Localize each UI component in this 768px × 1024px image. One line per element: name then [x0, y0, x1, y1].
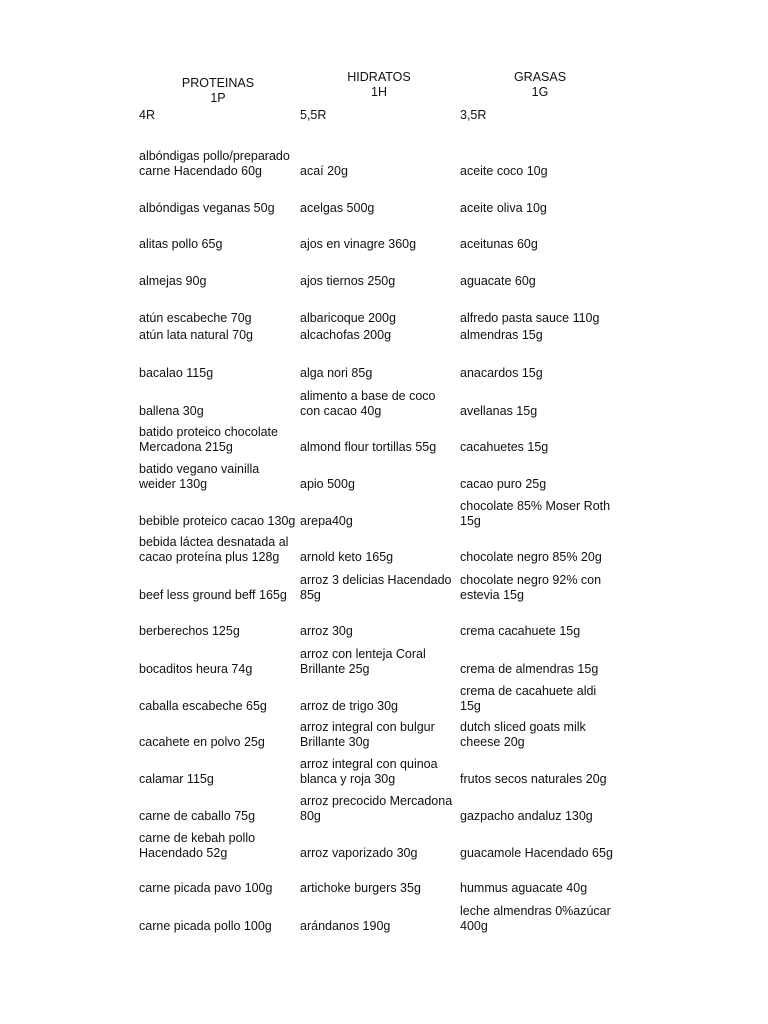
header-grasas [490, 70, 590, 100]
fat-cell: aguacate 60g [460, 274, 536, 288]
protein-cell: albóndigas pollo/preparado carne Hacendado 60g [139, 149, 290, 178]
header-hidratos [329, 70, 429, 100]
carb-cell: ajos en vinagre 360g [300, 237, 417, 251]
fat-cell: almendras 15g [460, 328, 543, 342]
fat-cell: anacardos 15g [460, 366, 543, 380]
protein-cell: almejas 90g [139, 274, 207, 288]
fat-cell: cacao puro 25g [460, 477, 547, 491]
carb-cell: alcachofas 200g [300, 328, 392, 342]
protein-cell: berberechos 125g [139, 624, 240, 638]
carb-cell: arroz vaporizado 30g [300, 846, 418, 860]
protein-cell: carne picada pavo 100g [139, 881, 273, 895]
carb-cell: apio 500g [300, 477, 355, 491]
carb-cell: arroz precocido Mercadona 80g [300, 794, 453, 823]
fat-cell: chocolate 85% Moser Roth 15g [460, 499, 611, 528]
carb-cell: albaricoque 200g [300, 311, 396, 325]
protein-cell: batido vegano vainilla weider 130g [139, 462, 260, 491]
protein-cell: atún escabeche 70g [139, 311, 252, 325]
carb-cell: arroz de trigo 30g [300, 699, 398, 713]
protein-cell: bocaditos heura 74g [139, 662, 253, 676]
ratio-proteinas: 4R [139, 108, 155, 122]
fat-cell: gazpacho andaluz 130g [460, 809, 593, 823]
protein-cell: ballena 30g [139, 404, 204, 418]
carb-cell: arnold keto 165g [300, 550, 394, 564]
fat-cell: aceite oliva 10g [460, 201, 547, 215]
protein-cell: carne de kebah pollo Hacendado 52g [139, 831, 256, 860]
header-hidratos-unit: 1H [371, 85, 387, 99]
carb-cell: arándanos 190g [300, 919, 391, 933]
protein-cell: caballa escabeche 65g [139, 699, 267, 713]
protein-cell: atún lata natural 70g [139, 328, 253, 342]
fat-cell: chocolate negro 92% con estevia 15g [460, 573, 602, 602]
fat-cell: chocolate negro 85% 20g [460, 550, 602, 564]
fat-cell: leche almendras 0%azúcar 400g [460, 904, 611, 933]
fat-cell: alfredo pasta sauce 110g [460, 311, 600, 325]
protein-cell: cacahete en polvo 25g [139, 735, 265, 749]
fat-cell: hummus aguacate 40g [460, 881, 588, 895]
fat-cell: frutos secos naturales 20g [460, 772, 607, 786]
carb-cell: ajos tiernos 250g [300, 274, 396, 288]
carb-cell: almond flour tortillas 55g [300, 440, 437, 454]
carb-cell: acelgas 500g [300, 201, 375, 215]
fat-cell: dutch sliced goats milk cheese 20g [460, 720, 586, 749]
carb-cell: alimento a base de coco con cacao 40g [300, 389, 436, 418]
carb-cell: arepa40g [300, 514, 353, 528]
header-proteinas [168, 76, 268, 106]
carb-cell: artichoke burgers 35g [300, 881, 421, 895]
fat-cell: guacamole Hacendado 65g [460, 846, 613, 860]
carb-cell: alga nori 85g [300, 366, 373, 380]
carb-cell: arroz 3 delicias Hacendado 85g [300, 573, 452, 602]
protein-cell: calamar 115g [139, 772, 214, 786]
protein-cell: beef less ground beff 165g [139, 588, 287, 602]
protein-cell: bacalao 115g [139, 366, 214, 380]
ratio-grasas: 3,5R [460, 108, 487, 122]
ratio-hidratos: 5,5R [300, 108, 327, 122]
carb-cell: arroz con lenteja Coral Brillante 25g [300, 647, 426, 676]
header-hidratos-name: HIDRATOS [347, 70, 411, 84]
protein-cell: bebida láctea desnatada al cacao proteína plus 128g [139, 535, 289, 564]
protein-cell: alitas pollo 65g [139, 237, 223, 251]
fat-cell: crema de cacahuete aldi 15g [460, 684, 597, 713]
carb-cell: acaí 20g [300, 164, 348, 178]
carb-cell: arroz 30g [300, 624, 353, 638]
protein-cell: bebible proteico cacao 130g [139, 514, 296, 528]
header-proteinas-unit: 1P [210, 91, 226, 105]
fat-cell: aceitunas 60g [460, 237, 538, 251]
header-grasas-unit: 1G [531, 85, 549, 99]
protein-cell: carne de caballo 75g [139, 809, 256, 823]
header-grasas-name: GRASAS [513, 70, 567, 84]
fat-cell: crema de almendras 15g [460, 662, 599, 676]
protein-cell: albóndigas veganas 50g [139, 201, 275, 215]
header-proteinas-name: PROTEINAS [181, 76, 255, 90]
protein-cell: batido proteico chocolate Mercadona 215g [139, 425, 278, 454]
fat-cell: avellanas 15g [460, 404, 538, 418]
carb-cell: arroz integral con bulgur Brillante 30g [300, 720, 435, 749]
fat-cell: crema cacahuete 15g [460, 624, 581, 638]
fat-cell: cacahuetes 15g [460, 440, 549, 454]
fat-cell: aceite coco 10g [460, 164, 548, 178]
protein-cell: carne picada pollo 100g [139, 919, 272, 933]
carb-cell: arroz integral con quinoa blanca y roja 30g [300, 757, 438, 786]
